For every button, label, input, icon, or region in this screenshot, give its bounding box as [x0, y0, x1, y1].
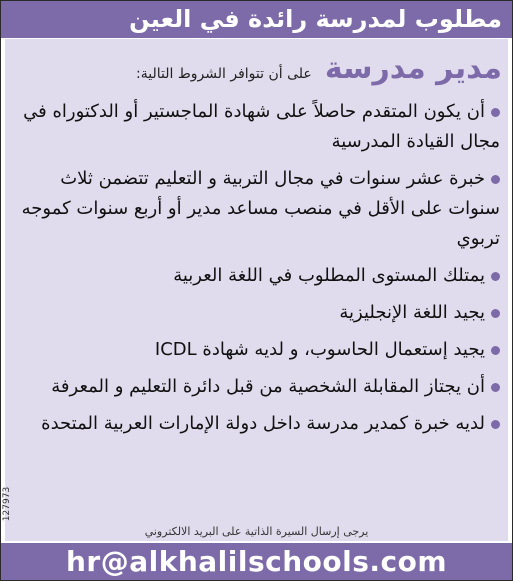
conditions-intro: على أن تتوافر الشروط التالية: — [136, 66, 312, 82]
reference-number-text: 127973 — [2, 486, 12, 522]
header-headline: مطلوب لمدرسة رائدة في العين — [129, 5, 502, 33]
title-row — [136, 51, 502, 86]
list-item — [14, 261, 500, 291]
requirement-text: لديه خبرة كمدير مدرسة داخل دولة الإمارات العربية المتحدة — [41, 413, 485, 434]
bullet-icon — [491, 309, 500, 318]
list-item — [14, 335, 500, 365]
content-panel — [5, 39, 508, 541]
list-item — [14, 97, 500, 157]
requirement-text: خبرة عشر سنوات في مجال التربية و التعليم تتضمن ثلاث سنوات على الأقل في منصب مساعد مدير أو أربع سنوات كموجه تربوي — [21, 168, 500, 249]
job-title: مدير مدرسة — [324, 51, 502, 86]
requirement-text: يمتلك المستوى المطلوب في اللغة العربية — [173, 265, 485, 286]
requirement-text: أن يجتاز المقابلة الشخصية من قبل دائرة التعليم و المعرفة — [51, 376, 485, 397]
bullet-icon — [491, 272, 500, 281]
header-banner — [1, 1, 512, 38]
list-item — [14, 409, 500, 439]
bullet-icon — [491, 420, 500, 429]
requirement-text: يجيد إستعمال الحاسوب، و لديه شهادة ICDL — [154, 339, 485, 360]
bullet-icon — [491, 346, 500, 355]
list-item — [14, 164, 500, 254]
list-item — [14, 298, 500, 328]
bullet-icon — [491, 175, 500, 184]
bullet-icon — [491, 108, 500, 117]
application-note: يرجى إرسال السيرة الذاتية على البريد الالكتروني — [144, 525, 369, 538]
contact-email-link[interactable]: hr@alkhalilschools.com — [65, 545, 448, 578]
requirement-text: يجيد اللغة الإنجليزية — [339, 302, 485, 323]
requirement-text: أن يكون المتقدم حاصلاً على شهادة الماجستير أو الدكتوراه في مجال القيادة المدرسية — [23, 101, 500, 152]
footer-banner — [1, 543, 512, 580]
requirements-list — [14, 97, 500, 446]
list-item — [14, 372, 500, 402]
bullet-icon — [491, 383, 500, 392]
reference-number — [3, 471, 13, 537]
